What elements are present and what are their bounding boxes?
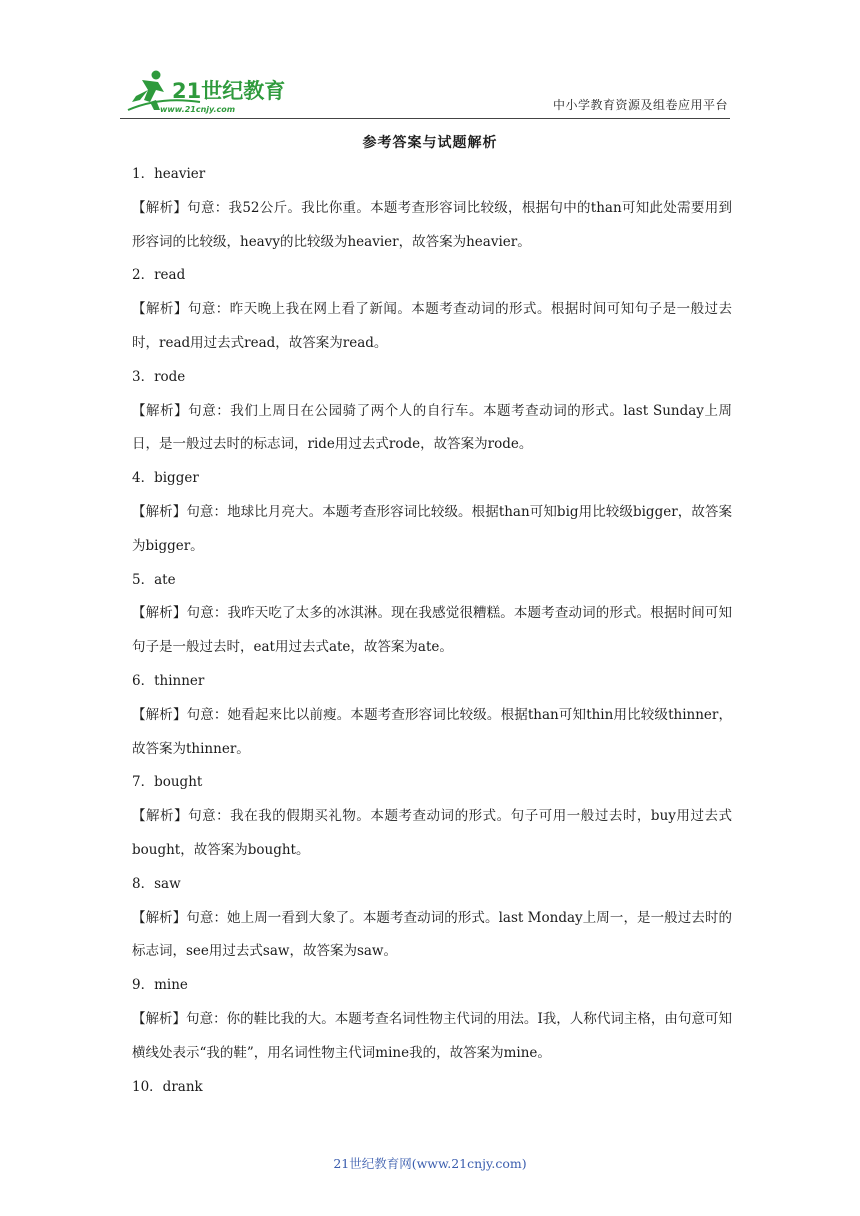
question-7 (132, 766, 732, 867)
question-10 (132, 1071, 732, 1105)
page-footer: 21世纪教育网(www.21cnjy.com) (333, 1156, 527, 1171)
answer-1: 1．heavier (132, 166, 206, 182)
page-header (0, 0, 860, 120)
answer-5: 5．ate (132, 571, 176, 588)
answer-4: 4．bigger (132, 470, 199, 487)
explanation-5: 【解析】句意：我昨天吃了太多的冰淇淋。现在我感觉很糟糕。本题考查动词的形式。根据时间可知句子是一般过去时，eat用过去式ate，故答案为ate。 (132, 605, 732, 656)
answer-9: 9．mine (132, 977, 188, 994)
explanation-9: 【解析】句意：你的鞋比我的大。本题考查名词性物主代词的用法。I我，人称代词主格，由句意可知横线处表示“我的鞋”，用名词性物主代词mine我的，故答案为mine。 (132, 1010, 732, 1061)
logo-21cnjy (120, 66, 290, 116)
explanation-8: 【解析】句意：她上周一看到大象了。本题考查动词的形式。last Monday上周一，是一般过去时的标志词，see用过去式saw，故答案为saw。 (132, 909, 732, 960)
question-5 (132, 564, 732, 665)
answer-7: 7．bought (132, 774, 203, 791)
explanation-7: 【解析】句意：我在我的假期买礼物。本题考查动词的形式。句子可用一般过去时，buy用过去式bought，故答案为bought。 (132, 808, 732, 858)
answer-2: 2．read (132, 267, 186, 284)
explanation-1: 【解析】句意：我52公斤。我比你重。本题考查形容词比较级，根据句中的than可知此处需要用到形容词的比较级，heavy的比较级为heavier，故答案为heavier。 (132, 199, 732, 250)
answer-6: 6．thinner (132, 672, 205, 689)
logo-url-text: www.21cnjy.com (160, 105, 236, 114)
page-title: 参考答案与试题解析 (362, 135, 498, 151)
question-4 (132, 462, 732, 563)
answer-8: 8．saw (132, 875, 181, 892)
question-6 (132, 665, 732, 766)
explanation-3: 【解析】句意：我们上周日在公园骑了两个人的自行车。本题考查动词的形式。last Sunday上周日，是一般过去时的标志词，ride用过去式rode，故答案为rode。 (132, 402, 732, 453)
question-9 (132, 969, 732, 1070)
logo-text: 21世纪教育 (172, 79, 286, 103)
answer-10: 10．drank (132, 1078, 203, 1095)
question-3 (132, 361, 732, 462)
explanation-4: 【解析】句意：地球比月亮大。本题考查形容词比较级。根据than可知big用比较级bigger，故答案为bigger。 (132, 503, 732, 554)
explanation-6: 【解析】句意：她看起来比以前瘦。本题考查形容词比较级。根据than可知thin用比较级thinner，故答案为thinner。 (132, 706, 732, 757)
header-divider (120, 118, 730, 119)
explanation-2: 【解析】句意：昨天晚上我在网上看了新闻。本题考查动词的形式。根据时间可知句子是一般过去时，read用过去式read，故答案为read。 (132, 301, 732, 351)
platform-text: 中小学教育资源及组卷应用平台 (552, 98, 728, 112)
question-1 (132, 158, 732, 259)
answer-list (132, 158, 732, 1104)
question-2 (132, 259, 732, 360)
question-8 (132, 868, 732, 969)
answer-3: 3．rode (132, 368, 186, 385)
